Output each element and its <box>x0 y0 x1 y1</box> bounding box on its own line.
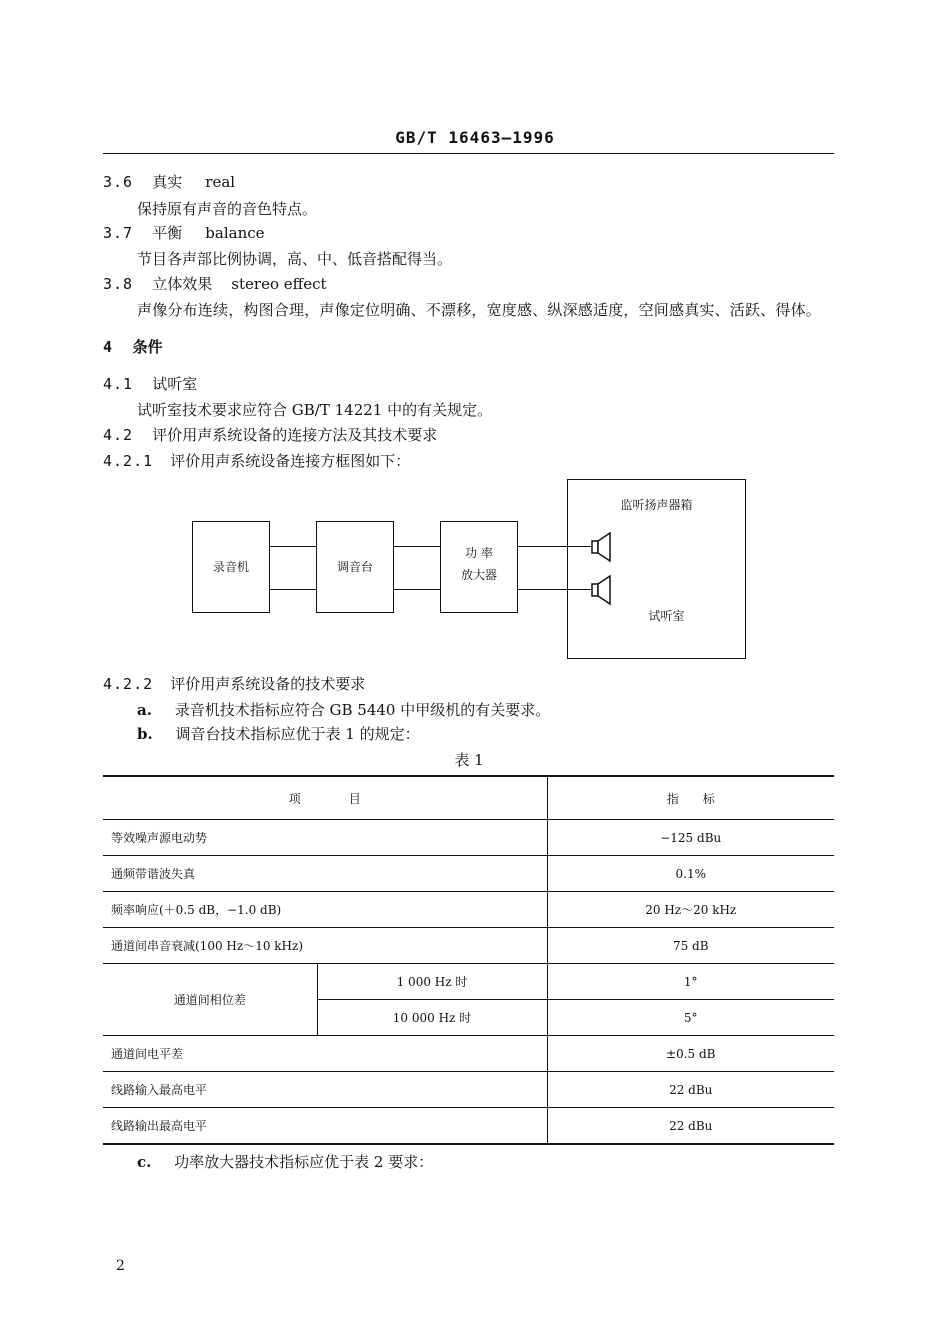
section-3-7-body: 节目各声部比例协调，高、中、低音搭配得当。 <box>137 250 453 268</box>
header-rule <box>103 153 834 154</box>
table-row <box>103 928 834 964</box>
row-value: 22 dBu <box>547 1072 834 1108</box>
page-number: 2 <box>116 1258 125 1274</box>
item-c <box>137 1151 433 1172</box>
row-value: 1° <box>547 964 834 1000</box>
section-4-1-heading <box>103 373 197 394</box>
section-3-7-heading <box>103 222 265 243</box>
section-number: 4 <box>103 338 114 356</box>
row-item: 通道间串音衰减(100 Hz～10 kHz) <box>103 928 547 964</box>
section-3-6-body: 保持原有声音的音色特点。 <box>137 200 318 218</box>
item-c-mark: c. <box>137 1153 152 1171</box>
section-4-2-1-heading <box>103 450 410 471</box>
section-title: 评价用声系统设备的连接方法及其技术要求 <box>152 426 438 444</box>
connector-line <box>518 546 592 547</box>
section-number: 4.2 <box>103 426 134 444</box>
amplifier-label-line2: 放大器 <box>460 568 497 582</box>
row-value: ±0.5 dB <box>547 1036 834 1072</box>
row-value: 5° <box>547 1000 834 1036</box>
section-title-cn: 立体效果 <box>152 275 213 293</box>
section-4-heading <box>103 336 163 357</box>
table-caption: 表 1 <box>454 751 484 769</box>
section-title-cn: 真实 <box>152 173 183 191</box>
section-title: 试听室 <box>152 375 198 393</box>
item-b-mark: b. <box>137 725 153 743</box>
item-a-text: 录音机技术指标应符合 GB 5440 中甲级机的有关要求。 <box>174 701 551 719</box>
row-item: 线路输出最高电平 <box>103 1108 547 1145</box>
item-a <box>137 699 550 720</box>
row-item: 通道间相位差 <box>103 964 317 1036</box>
mixer-box <box>316 521 394 613</box>
section-4-1-body: 试听室技术要求应符合 GB/T 14221 中的有关规定。 <box>137 401 493 419</box>
table-row <box>103 892 834 928</box>
section-title-en: real <box>205 173 236 191</box>
row-value: −125 dBu <box>547 820 834 856</box>
row-value: 22 dBu <box>547 1108 834 1145</box>
item-b <box>137 723 420 744</box>
row-value: 75 dB <box>547 928 834 964</box>
section-number: 3.6 <box>103 173 134 191</box>
section-number: 3.8 <box>103 275 134 293</box>
section-3-8-body: 声像分布连续，构图合理，声像定位明确、不漂移，宽度感、纵深感适度，空间感真实、活跃、得体。 <box>137 301 822 319</box>
listening-room-box <box>567 479 746 659</box>
row-value: 20 Hz～20 kHz <box>547 892 834 928</box>
recorder-label: 录音机 <box>212 560 249 574</box>
header-item: 项 目 <box>103 776 547 820</box>
monitor-label: 监听扬声器箱 <box>620 498 693 512</box>
section-3-6-heading <box>103 171 235 192</box>
connector-line <box>270 546 316 547</box>
table-row <box>103 820 834 856</box>
table-row <box>103 1036 834 1072</box>
table-row <box>103 1108 834 1145</box>
row-subitem: 1 000 Hz 时 <box>317 964 547 1000</box>
amplifier-label-line1: 功 率 <box>465 546 493 560</box>
section-title: 评价用声系统设备连接方框图如下： <box>170 452 411 470</box>
table-row <box>103 964 834 1000</box>
connector-line <box>270 589 316 590</box>
table-row <box>103 1072 834 1108</box>
section-number: 3.7 <box>103 224 134 242</box>
speaker-icon <box>589 573 615 607</box>
row-item: 等效噪声源电动势 <box>103 820 547 856</box>
item-b-text: 调音台技术指标应优于表 1 的规定： <box>175 725 420 743</box>
section-title-en: stereo effect <box>231 275 327 293</box>
section-3-8-heading <box>103 273 327 294</box>
item-c-text: 功率放大器技术指标应优于表 2 要求： <box>174 1153 434 1171</box>
section-number: 4.2.2 <box>103 675 154 693</box>
section-title-cn: 平衡 <box>152 224 183 242</box>
connector-line <box>394 546 440 547</box>
header-index: 指 标 <box>547 776 834 820</box>
section-4-2-heading <box>103 424 437 445</box>
room-label: 试听室 <box>648 609 685 623</box>
connector-line <box>518 589 592 590</box>
section-4-2-2-heading <box>103 673 365 694</box>
section-number: 4.1 <box>103 375 134 393</box>
spec-table <box>103 775 834 1145</box>
speaker-icon <box>589 530 615 564</box>
table-header-row <box>103 776 834 820</box>
row-subitem: 10 000 Hz 时 <box>317 1000 547 1036</box>
row-item: 频率响应(＋0.5 dB，−1.0 dB) <box>103 892 547 928</box>
row-value: 0.1% <box>547 856 834 892</box>
section-title: 评价用声系统设备的技术要求 <box>170 675 366 693</box>
section-title-en: balance <box>205 224 265 242</box>
section-title: 条件 <box>132 338 163 356</box>
item-a-mark: a. <box>137 701 152 719</box>
row-item: 通频带谐波失真 <box>103 856 547 892</box>
amplifier-box <box>440 521 518 613</box>
recorder-box <box>192 521 270 613</box>
connector-line <box>394 589 440 590</box>
row-item: 通道间电平差 <box>103 1036 547 1072</box>
row-item: 线路输入最高电平 <box>103 1072 547 1108</box>
standard-number: GB/T 16463—1996 <box>395 128 555 147</box>
mixer-label: 调音台 <box>336 560 373 574</box>
section-number: 4.2.1 <box>103 452 154 470</box>
table-row <box>103 856 834 892</box>
